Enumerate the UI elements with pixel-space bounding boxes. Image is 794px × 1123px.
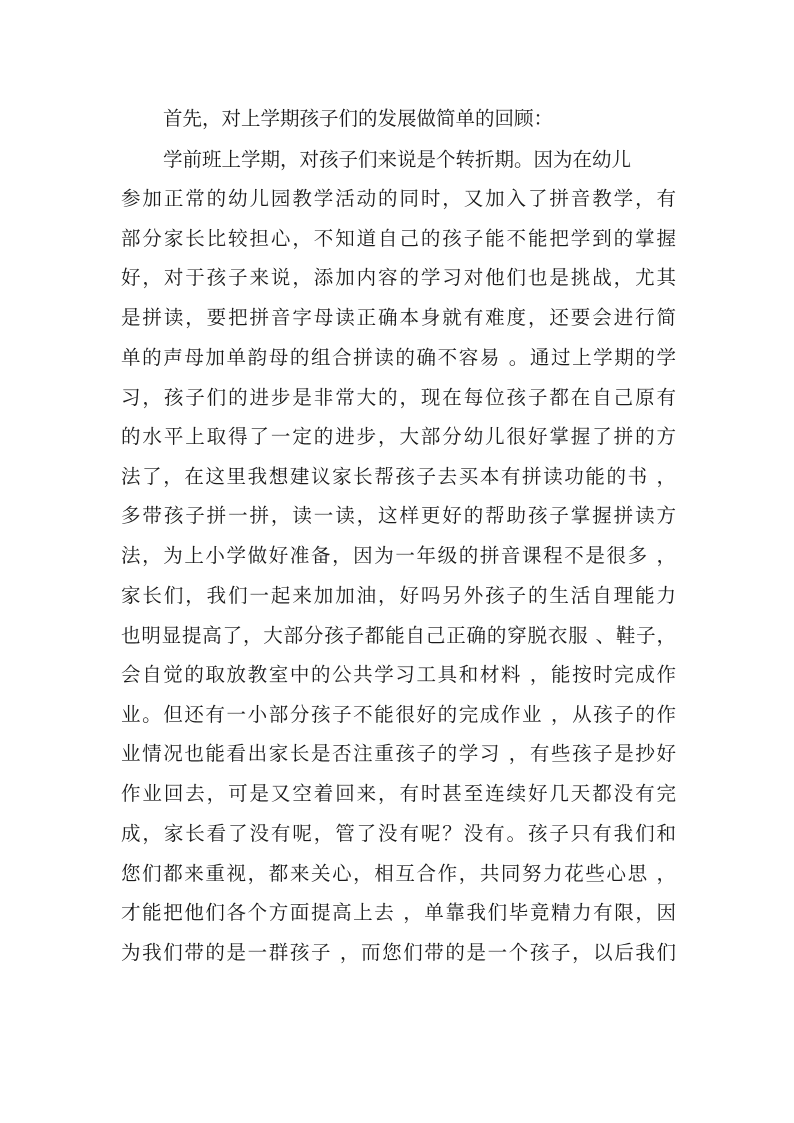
paragraph-line: 成，家长看了没有呢，管了没有呢？没有。孩子只有我们和: [121, 822, 676, 845]
paragraph-line: 业情况也能看出家长是否注重孩子的学习 ，有些孩子是抄好: [121, 742, 676, 765]
paragraph-line: 家长们，我们一起来加加油，好吗另外孩子的生活自理能力: [121, 584, 676, 607]
paragraph-line: 是拼读，要把拼音字母读正确本身就有难度，还要会进行简: [121, 306, 676, 329]
paragraph-line: 好，对于孩子来说，添加内容的学习对他们也是挑战，尤其: [121, 266, 676, 289]
paragraph-line: 首先，对上学期孩子们的发展做简单的回顾：: [163, 107, 554, 130]
paragraph-line: 参加正常的幼儿园教学活动的同时，又加入了拼音教学，有: [121, 187, 676, 210]
paragraph-line: 作业回去，可是又空着回来，有时甚至连续好几天都没有完: [121, 782, 676, 805]
paragraph-line: 单的声母加单韵母的组合拼读的确不容易 。通过上学期的学: [121, 346, 676, 369]
paragraph-line: 部分家长比较担心，不知道自己的孩子能不能把学到的掌握: [121, 227, 676, 250]
paragraph-line: 多带孩子拼一拼，读一读，这样更好的帮助孩子掌握拼读方: [121, 504, 676, 527]
paragraph-line: 也明显提高了，大部分孩子都能自己正确的穿脱衣服 、鞋子，: [121, 624, 676, 647]
paragraph-line: 学前班上学期，对孩子们来说是个转折期。因为在幼儿: [163, 148, 632, 171]
paragraph-line: 法，为上小学做好准备，因为一年级的拼音课程不是很多 ，: [121, 544, 676, 567]
paragraph-line: 为我们带的是一群孩子 ，而您们带的是一个孩子，以后我们: [121, 941, 676, 964]
paragraph-line: 会自觉的取放教室中的公共学习工具和材料 ，能按时完成作: [121, 663, 676, 686]
paragraph-line: 您们都来重视，都来关心，相互合作，共同努力花些心思 ，: [121, 862, 676, 885]
paragraph-line: 的水平上取得了一定的进步，大部分幼儿很好掌握了拼的方: [121, 425, 676, 448]
paragraph-line: 才能把他们各个方面提高上去 ，单靠我们毕竟精力有限，因: [121, 901, 676, 924]
paragraph-line: 习，孩子们的进步是非常大的，现在每位孩子都在自己原有: [121, 386, 676, 409]
paragraph-line: 业。但还有一小部分孩子不能很好的完成作业 ，从孩子的作: [121, 703, 676, 726]
paragraph-line: 法了，在这里我想建议家长帮孩子去买本有拼读功能的书 ，: [121, 465, 676, 488]
